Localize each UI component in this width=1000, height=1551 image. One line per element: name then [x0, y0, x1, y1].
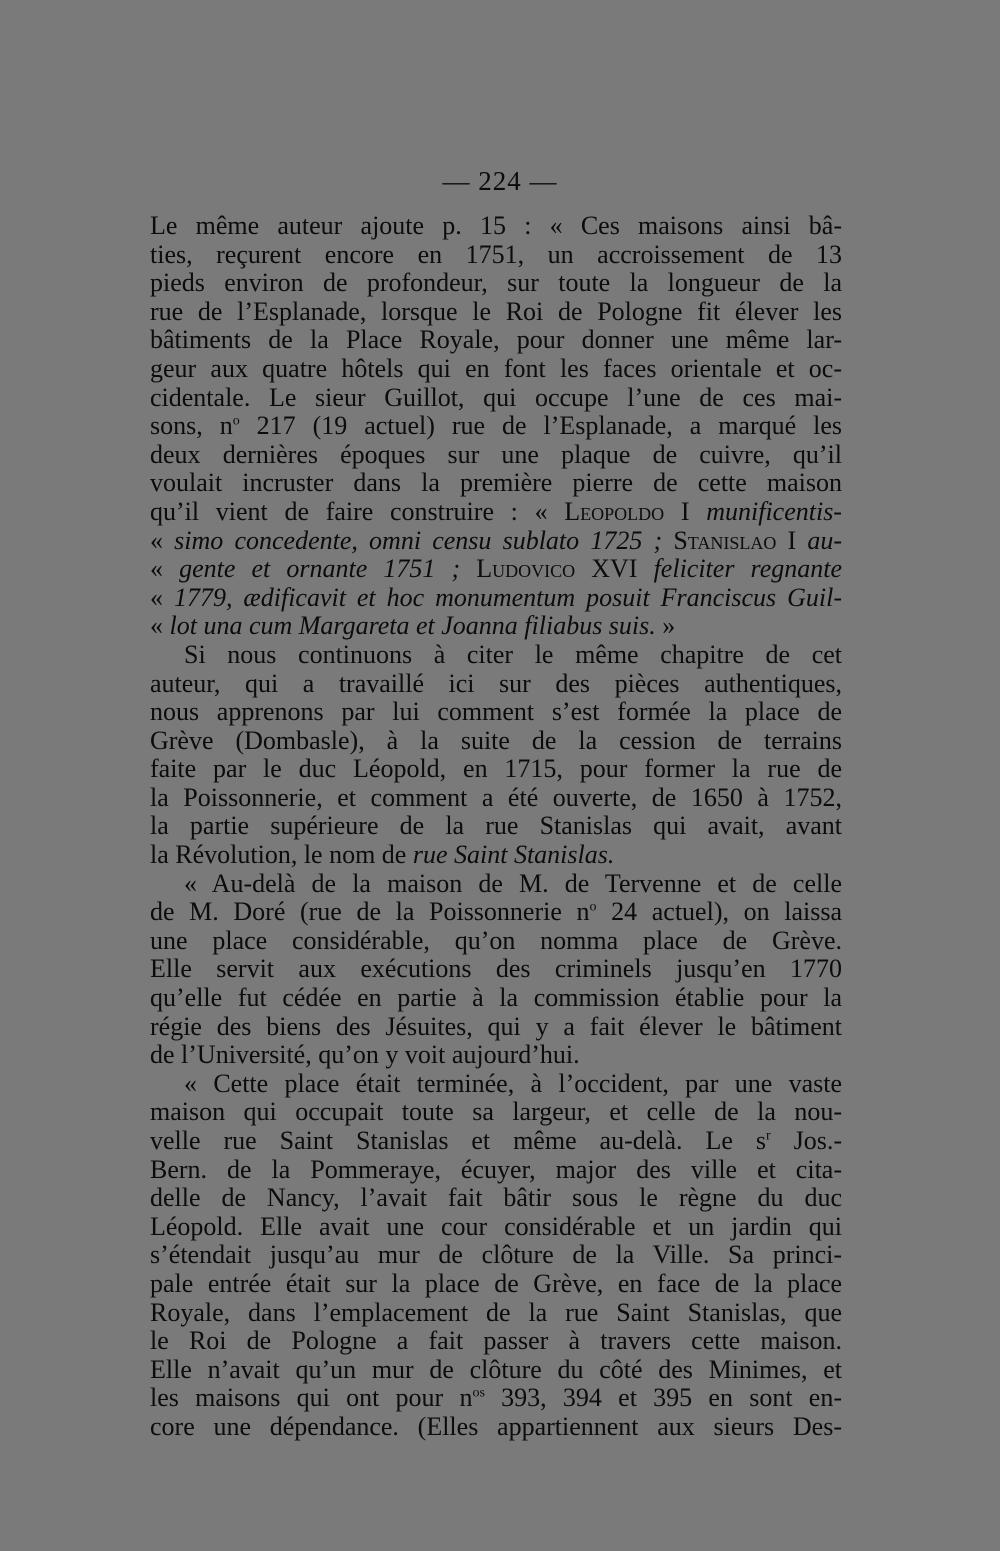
italic-text: lot una cum Margareta et Joanna filiabus suis. [169, 611, 656, 641]
text-line [150, 612, 842, 641]
superscript: r [765, 1128, 771, 1144]
text-line [150, 1241, 842, 1270]
text-run: une place considérable, qu’on nomma place de Grève. [150, 925, 842, 955]
text-line [150, 584, 842, 613]
text-run: la partie supérieure de la rue Stanislas qui avait, avant [150, 811, 842, 841]
text-line [150, 1156, 842, 1185]
text-line [150, 841, 842, 870]
text-line [150, 984, 842, 1013]
italic-text: gente et ornante 1751 ; [179, 554, 461, 584]
text-run: delle de Nancy, l’avait fait bâtir sous le règne du duc [150, 1183, 842, 1213]
text-run: régie des biens des Jésuites, qui y a fait élever le bâtiment [150, 1011, 842, 1041]
text-line [150, 1213, 842, 1242]
text-line [150, 326, 842, 355]
text-line [150, 698, 842, 727]
text-line [150, 241, 842, 270]
text-line [150, 1184, 842, 1213]
text-run: deux dernières époques sur une plaque de cuivre, qu’il [150, 439, 842, 469]
text-run: voulait incruster dans la première pierre de cette maison [150, 468, 842, 498]
text-run: ties, reçurent encore en 1751, un accroissement de 13 [150, 239, 842, 269]
text-run: auteur, qui a travaillé ici sur des pièces authentiques, [150, 668, 842, 698]
text-line [150, 1127, 842, 1156]
text-run: « Cette place était terminée, à l’occident, par une vaste [184, 1068, 842, 1098]
small-caps-text: Ludovico [476, 554, 576, 584]
text-run: sons, n [150, 411, 233, 441]
text-line [150, 670, 842, 699]
text-line [150, 441, 842, 470]
text-line [150, 412, 842, 441]
small-caps-text: Stanislao [673, 525, 777, 555]
text-line [150, 384, 842, 413]
text-line [150, 955, 842, 984]
text-run: « [150, 554, 180, 584]
paragraph [150, 1070, 842, 1442]
italic-text: rue Saint Stanislas. [412, 840, 615, 870]
text-line [150, 298, 842, 327]
text-run: maison qui occupait toute sa largeur, et celle de la nou- [150, 1097, 842, 1127]
text-run: « [150, 582, 174, 612]
text-run: Grève (Dombasle), à la suite de la cession de terrains [150, 725, 842, 755]
text-run: bâtiments de la Place Royale, pour donner une même lar- [150, 325, 842, 355]
italic-text: munificentis- [706, 496, 842, 526]
text-run: le Roi de Pologne a fait passer à travers cette maison. [150, 1326, 842, 1356]
italic-text: au- [807, 525, 842, 555]
text-run: de M. Doré (rue de la Poissonnerie n [150, 897, 590, 927]
text-line [150, 212, 842, 241]
text-run: I [664, 496, 707, 526]
small-caps-text: Leopoldo [564, 496, 665, 526]
text-run: faite par le duc Léopold, en 1715, pour former la rue de [150, 754, 842, 784]
text-run: la Révolution, le nom de [150, 840, 413, 870]
text-run: rue de l’Esplanade, lorsque le Roi de Pologne fit élever les [150, 296, 842, 326]
paragraph [150, 870, 842, 1070]
text-line [150, 812, 842, 841]
text-run: I [776, 525, 808, 555]
text-run: « Au-delà de la maison de M. de Tervenne et de celle [184, 868, 842, 898]
text-run: les maisons qui ont pour n [150, 1383, 473, 1413]
text-run: Royale, dans l’emplacement de la rue Saint Stanislas, que [150, 1297, 842, 1327]
text-line [150, 527, 842, 556]
text-run: pieds environ de profondeur, sur toute la longueur de la [150, 268, 842, 298]
text-line [150, 1413, 842, 1442]
text-line [150, 1098, 842, 1127]
superscript: os [472, 1385, 485, 1401]
text-line [150, 355, 842, 384]
text-run: s’étendait jusqu’au mur de clôture de la Ville. Sa princi- [150, 1240, 842, 1270]
text-run: de l’Université, qu’on y voit aujourd’hui. [150, 1040, 580, 1070]
body-text [150, 212, 842, 1442]
text-run: Bern. de la Pommeraye, écuyer, major des ville et cita- [150, 1154, 842, 1184]
text-run: velle rue Saint Stanislas et même au-delà. Le s [150, 1126, 766, 1155]
page-number: — 224 — [442, 166, 558, 196]
text-line [150, 1299, 842, 1328]
text-line [150, 1013, 842, 1042]
text-run: » [655, 611, 676, 641]
text-line [150, 870, 842, 899]
text-run [662, 526, 673, 555]
text-run: Elle n’avait qu’un mur de clôture du côté des Minimes, et [150, 1354, 842, 1384]
text-line [150, 727, 842, 756]
text-run: 24 actuel), on laissa [596, 897, 842, 927]
text-run: core une dépendance. (Elles appartiennent aux sieurs Des- [150, 1411, 842, 1441]
italic-text: feliciter regnante [653, 554, 842, 584]
text-run: XVI [575, 554, 654, 584]
text-line [150, 498, 842, 527]
italic-text: simo concedente, omni censu sublato 1725 ; [174, 525, 663, 555]
text-run: Elle servit aux exécutions des criminels jusqu’en 1770 [150, 954, 842, 984]
text-line [150, 1070, 842, 1099]
text-line [150, 1270, 842, 1299]
text-run: qu’il vient de faire construire : « [150, 496, 565, 526]
superscript: o [232, 413, 240, 429]
text-run: Le même auteur ajoute p. 15 : « Ces maisons ainsi bâ- [150, 211, 842, 240]
text-run: « [150, 611, 170, 641]
text-run: « [150, 525, 175, 555]
text-run: qu’elle fut cédée en partie à la commission établie pour la [150, 983, 842, 1013]
paragraph [150, 212, 842, 641]
text-line [150, 927, 842, 956]
paragraph [150, 641, 842, 870]
text-run: Si nous continuons à citer le même chapitre de cet [184, 639, 842, 669]
italic-text: 1779, ædificavit et hoc monumentum posuit Franciscus Guil- [173, 582, 842, 612]
text-run: la Poissonnerie, et comment a été ouverte, de 1650 à 1752, [150, 782, 842, 812]
text-line [150, 1356, 842, 1385]
text-run: Jos.- [770, 1126, 842, 1155]
text-run: 217 (19 actuel) rue de l’Esplanade, a marqué les [239, 411, 842, 441]
text-line [150, 1327, 842, 1356]
text-run: 393, 394 et 395 en sont en- [484, 1383, 843, 1413]
text-line [150, 784, 842, 813]
text-run: geur aux quatre hôtels qui en font les faces orientale et oc- [150, 353, 842, 383]
text-line [150, 1384, 842, 1413]
text-line [150, 1041, 842, 1070]
superscript: o [589, 899, 597, 915]
text-run: Léopold. Elle avait une cour considérable et un jardin qui [150, 1211, 842, 1241]
text-line [150, 555, 842, 584]
text-line [150, 755, 842, 784]
text-line [150, 898, 842, 927]
text-run: nous apprenons par lui comment s’est formée la place de [150, 697, 842, 727]
text-run [460, 554, 476, 583]
text-line [150, 641, 842, 670]
text-run: cidentale. Le sieur Guillot, qui occupe l’une de ces mai- [150, 382, 842, 412]
text-line [150, 269, 842, 298]
text-line [150, 469, 842, 498]
text-run: pale entrée était sur la place de Grève, en face de la place [150, 1268, 842, 1298]
